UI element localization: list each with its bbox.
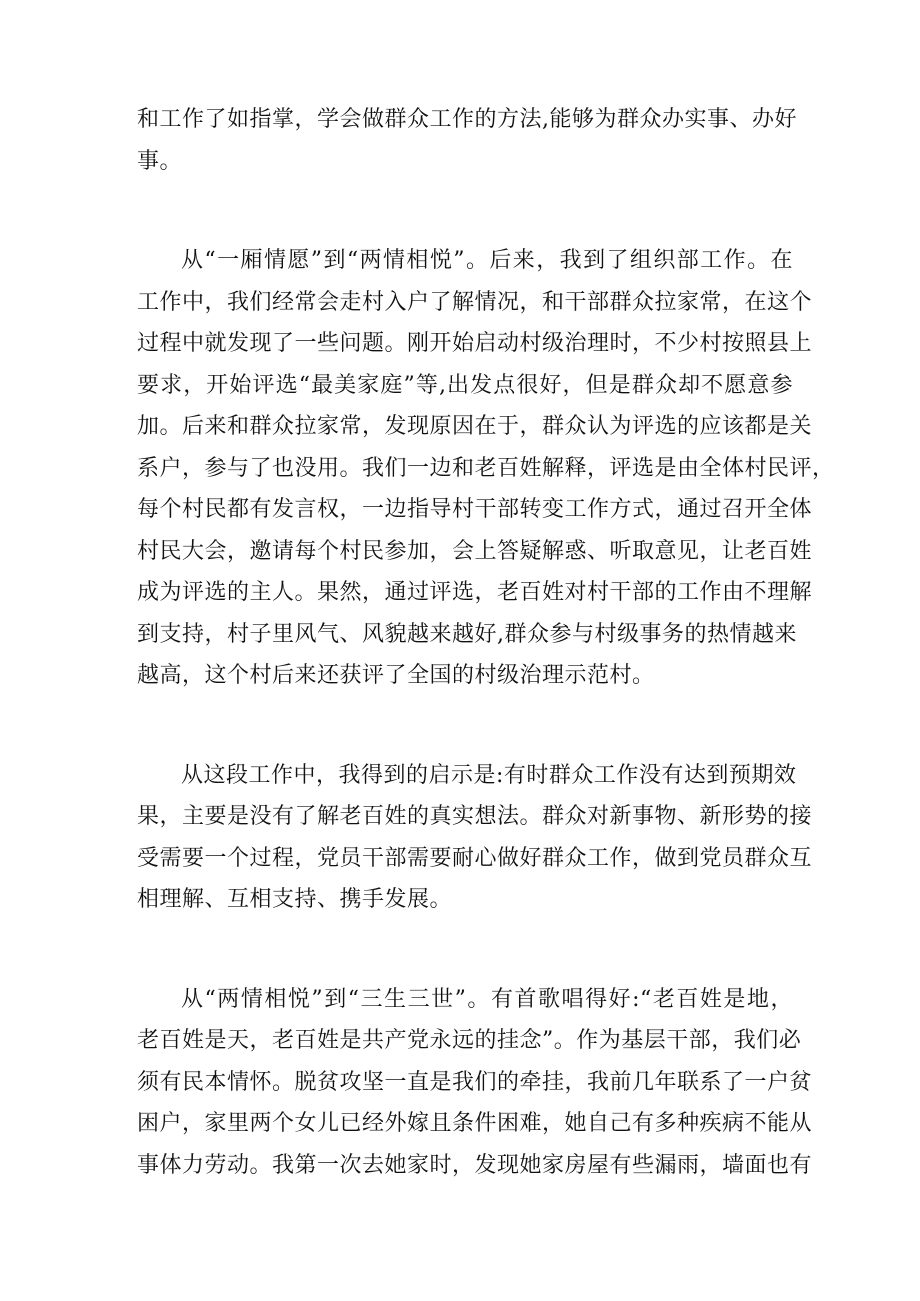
text-line: 相理解、互相支持、携手发展。 — [137, 887, 453, 912]
text-line: 加。后来和群众拉家常，发现原因在于，群众认为评选的应该都是关 — [137, 414, 813, 439]
document-body — [137, 99, 835, 1186]
text-line: 工作中，我们经常会走村入户了解情况，和干部群众拉家常，在这个 — [137, 289, 813, 315]
text-line: 受需要一个过程，党员干部需要耐心做好群众工作，做到党员群众互 — [137, 845, 813, 871]
text-line: 须有民本情怀。脱贫攻坚一直是我们的牵挂，我前几年联系了一户贫 — [137, 1069, 813, 1095]
text-line: 从“一厢情愿”到“两情相悦”。后来，我到了组织部工作。在 — [181, 248, 793, 273]
text-line: 系户，参与了也没用。我们一边和老百姓解释，评选是由全体村民评， — [137, 455, 835, 481]
text-line: 越高，这个村后来还获评了全国的村级治理示范村。 — [137, 663, 655, 688]
paragraph-gap — [137, 697, 793, 755]
text-line: 和工作了如指掌，学会做群众工作的方法,能够为群众办实事、办好 — [137, 107, 797, 132]
text-line: 困户，家里两个女儿已经外嫁且条件困难，她自己有多种疾病不能从 — [137, 1111, 813, 1136]
text-line: 果，主要是没有了解老百姓的真实想法。群众对新事物、新形势的接 — [137, 804, 813, 829]
paragraph-gap — [137, 921, 793, 979]
text-line: 要求，开始评选“最美家庭”等,出发点很好，但是群众却不愿意参 — [137, 372, 793, 398]
text-line: 老百姓是天，老百姓是共产党永远的挂念”。作为基层干部，我们必 — [137, 1028, 802, 1053]
paragraph-4 — [137, 979, 813, 1187]
text-line: 从“两情相悦”到“三生三世”。有首歌唱得好:“老百姓是地， — [181, 986, 793, 1012]
text-line: 成为评选的主人。果然，通过评选，老百姓对村干部的工作由不理解 — [137, 580, 813, 605]
text-line: 到支持，村子里风气、风貌越来越好,群众参与村级事务的热情越来 — [137, 621, 797, 647]
text-line: 村民大会，邀请每个村民参加，会上答疑解惑、听取意见，让老百姓 — [137, 538, 813, 564]
paragraph-2 — [137, 240, 835, 697]
paragraph-gap — [137, 182, 793, 240]
text-line: 过程中就发现了一些问题。刚开始启动村级治理时，不少村按照县上 — [137, 331, 813, 356]
text-line: 每个村民都有发言权，一边指导村干部转变工作方式，通过召开全体 — [137, 497, 813, 522]
paragraph-1 — [137, 99, 797, 182]
text-line: 事。 — [137, 148, 183, 174]
text-line: 从这段工作中，我得到的启示是:有时群众工作没有达到预期效 — [181, 762, 797, 788]
paragraph-3 — [137, 755, 813, 921]
text-line: 事体力劳动。我第一次去她家时，发现她家房屋有些漏雨，墙面也有 — [137, 1152, 813, 1178]
